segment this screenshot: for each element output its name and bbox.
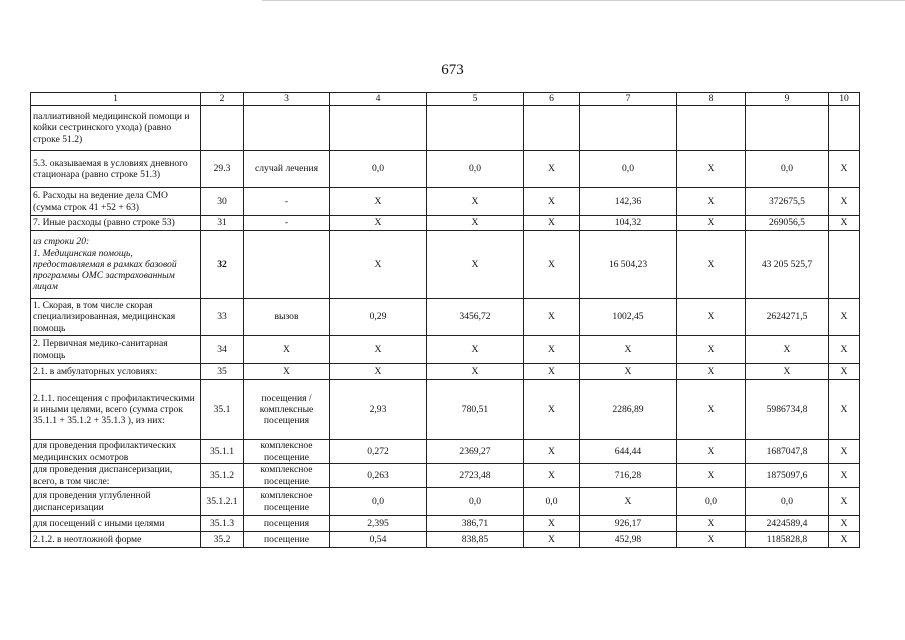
table-cell: комплексное посещение xyxy=(244,488,330,516)
row-label-cell: 2. Первичная медико-санитарная помощь xyxy=(31,336,201,364)
table-cell: X xyxy=(677,188,746,216)
row-label-cell: паллиативной медицинской помощи и койки сестринского ухода) (равно строке 51.2) xyxy=(31,106,201,151)
table-cell: 1002,45 xyxy=(580,299,677,336)
table-cell: 0,0 xyxy=(746,488,829,516)
row-label-cell: 2.1. в амбулаторных условиях: xyxy=(31,364,201,380)
table-cell: X xyxy=(829,488,860,516)
header-row xyxy=(31,93,860,106)
table-cell: X xyxy=(524,532,580,548)
table-cell xyxy=(330,106,427,151)
table-cell: X xyxy=(244,364,330,380)
scan-edge-line xyxy=(262,0,905,1)
column-header: 1 xyxy=(31,93,201,106)
table-cell: 32 xyxy=(201,231,244,299)
table-cell: X xyxy=(677,231,746,299)
table-cell: 2,93 xyxy=(330,380,427,440)
table-cell: 644,44 xyxy=(580,440,677,464)
table-cell: X xyxy=(524,216,580,231)
table-cell: 0,54 xyxy=(330,532,427,548)
table-cell: 1875097,6 xyxy=(746,464,829,488)
table-cell: X xyxy=(330,188,427,216)
table-cell: 29.3 xyxy=(201,151,244,188)
table-cell: посещения / комплексные посещения xyxy=(244,380,330,440)
table-cell: X xyxy=(677,516,746,532)
table-cell xyxy=(746,106,829,151)
table-cell: X xyxy=(524,364,580,380)
table-cell: 35 xyxy=(201,364,244,380)
table-row xyxy=(31,364,860,380)
table-cell: посещения xyxy=(244,516,330,532)
table-cell: X xyxy=(580,336,677,364)
column-header: 7 xyxy=(580,93,677,106)
table-cell: 0,263 xyxy=(330,464,427,488)
table-cell: 1185828,8 xyxy=(746,532,829,548)
table-cell: X xyxy=(677,364,746,380)
table-cell: комплексное посещение xyxy=(244,440,330,464)
table-cell: 2286,89 xyxy=(580,380,677,440)
table-cell: 0,0 xyxy=(330,151,427,188)
table-cell: 1687047,8 xyxy=(746,440,829,464)
table-cell: X xyxy=(677,380,746,440)
table-row xyxy=(31,106,860,151)
table-cell: X xyxy=(829,532,860,548)
table-cell: 35.1.1 xyxy=(201,440,244,464)
table-cell: X xyxy=(330,336,427,364)
table-cell xyxy=(524,106,580,151)
table-cell: X xyxy=(829,299,860,336)
table-cell: 104,32 xyxy=(580,216,677,231)
row-label-cell: 1. Скорая, в том числе скорая специализированная, медицинская помощь xyxy=(31,299,201,336)
table-cell: X xyxy=(677,151,746,188)
table-cell: 35.1 xyxy=(201,380,244,440)
table-cell: X xyxy=(580,488,677,516)
table-cell: X xyxy=(524,464,580,488)
table-row xyxy=(31,336,860,364)
table-cell: 0,0 xyxy=(580,151,677,188)
table-cell: - xyxy=(244,216,330,231)
table-cell: X xyxy=(677,464,746,488)
table-cell: 926,17 xyxy=(580,516,677,532)
column-header: 4 xyxy=(330,93,427,106)
table-row xyxy=(31,488,860,516)
table-cell: X xyxy=(427,188,524,216)
table-cell: X xyxy=(427,216,524,231)
data-table xyxy=(30,92,860,548)
table-cell: 0,0 xyxy=(427,151,524,188)
table-cell: X xyxy=(580,364,677,380)
table-cell: X xyxy=(524,299,580,336)
table-cell: случай лечения xyxy=(244,151,330,188)
table-cell xyxy=(677,106,746,151)
table-cell: 5986734,8 xyxy=(746,380,829,440)
table-row xyxy=(31,216,860,231)
table-cell: 452,98 xyxy=(580,532,677,548)
table-row xyxy=(31,299,860,336)
table-cell: 34 xyxy=(201,336,244,364)
table-cell: X xyxy=(829,336,860,364)
table-cell: 35.1.3 xyxy=(201,516,244,532)
table-cell: 35.1.2.1 xyxy=(201,488,244,516)
table-cell: 0,29 xyxy=(330,299,427,336)
table-row xyxy=(31,380,860,440)
table-row xyxy=(31,188,860,216)
table-cell: X xyxy=(330,364,427,380)
table-cell: 2369,27 xyxy=(427,440,524,464)
table-row xyxy=(31,532,860,548)
table-cell: X xyxy=(427,231,524,299)
table-cell xyxy=(427,106,524,151)
table-cell: X xyxy=(829,440,860,464)
table-row xyxy=(31,151,860,188)
table-cell xyxy=(580,106,677,151)
table-cell: X xyxy=(524,516,580,532)
table-cell xyxy=(244,106,330,151)
table-cell: X xyxy=(524,336,580,364)
table-cell: X xyxy=(746,336,829,364)
table-cell: 0,0 xyxy=(746,151,829,188)
table-cell: 3456,72 xyxy=(427,299,524,336)
column-header: 9 xyxy=(746,93,829,106)
table-cell: X xyxy=(524,231,580,299)
table-cell: X xyxy=(677,532,746,548)
table-cell: вызов xyxy=(244,299,330,336)
table-cell: X xyxy=(829,364,860,380)
table-cell xyxy=(244,231,330,299)
table-cell: X xyxy=(829,188,860,216)
table-cell: 33 xyxy=(201,299,244,336)
table-cell: 35.1.2 xyxy=(201,464,244,488)
table-cell: 43 205 525,7 xyxy=(746,231,829,299)
column-header: 3 xyxy=(244,93,330,106)
column-header: 6 xyxy=(524,93,580,106)
column-header: 5 xyxy=(427,93,524,106)
table-cell: X xyxy=(330,216,427,231)
table-cell: 780,51 xyxy=(427,380,524,440)
table-cell: X xyxy=(244,336,330,364)
table-cell: - xyxy=(244,188,330,216)
table-cell: комплексное посещение xyxy=(244,464,330,488)
table-cell: 0,0 xyxy=(677,488,746,516)
row-label-cell: 5.3. оказываемая в условиях дневного стационара (равно строке 51.3) xyxy=(31,151,201,188)
table-cell: 142,36 xyxy=(580,188,677,216)
table-cell: X xyxy=(427,364,524,380)
table-cell: X xyxy=(829,151,860,188)
row-label-cell: для посещений с иными целями xyxy=(31,516,201,532)
table-row xyxy=(31,464,860,488)
table-row xyxy=(31,231,860,299)
table-cell: 716,28 xyxy=(580,464,677,488)
table-cell: X xyxy=(524,380,580,440)
table-cell: 0,0 xyxy=(524,488,580,516)
row-label-cell: для проведения диспансеризации, всего, в том числе: xyxy=(31,464,201,488)
row-label-cell: 7. Иные расходы (равно строке 53) xyxy=(31,216,201,231)
table-cell: X xyxy=(677,336,746,364)
table-cell: 35.2 xyxy=(201,532,244,548)
row-label-cell: 2.1.1. посещения с профилактическими и иными целями, всего (сумма строк 35.1.1 + 35.1.2 + 35.1.3 ), из них: xyxy=(31,380,201,440)
page-number: 673 xyxy=(441,62,464,78)
table-cell xyxy=(201,106,244,151)
table-cell: X xyxy=(524,188,580,216)
row-label-cell: для проведения профилактических медицинских осмотров xyxy=(31,440,201,464)
table-cell: 2,395 xyxy=(330,516,427,532)
table-cell: 269056,5 xyxy=(746,216,829,231)
table-cell: 386,71 xyxy=(427,516,524,532)
table-cell: 838,85 xyxy=(427,532,524,548)
table-cell: 0,0 xyxy=(330,488,427,516)
table-row xyxy=(31,440,860,464)
table-cell: X xyxy=(829,216,860,231)
column-header: 10 xyxy=(829,93,860,106)
table-cell: X xyxy=(677,299,746,336)
table-cell: X xyxy=(330,231,427,299)
table-cell: 372675,5 xyxy=(746,188,829,216)
row-label-cell: из строки 20: 1. Медицинская помощь, предоставляемая в рамках базовой программы ОМС застрахованным лицам xyxy=(31,231,201,299)
table-cell: посещение xyxy=(244,532,330,548)
table-cell: X xyxy=(677,216,746,231)
table-cell: 31 xyxy=(201,216,244,231)
table-cell: X xyxy=(524,440,580,464)
table-cell xyxy=(829,106,860,151)
table-cell: 0,0 xyxy=(427,488,524,516)
table-cell: X xyxy=(746,364,829,380)
row-label-cell: 6. Расходы на ведение дела СМО (сумма строк 41 +52 + 63) xyxy=(31,188,201,216)
table-cell: X xyxy=(677,440,746,464)
table-cell: X xyxy=(829,380,860,440)
table-cell: X xyxy=(427,336,524,364)
table-cell: X xyxy=(829,516,860,532)
table-cell: 0,272 xyxy=(330,440,427,464)
table-cell: 2723,48 xyxy=(427,464,524,488)
row-label-cell: 2.1.2. в неотложной форме xyxy=(31,532,201,548)
table-cell: 2424589,4 xyxy=(746,516,829,532)
row-label-cell: для проведения углубленной диспансеризации xyxy=(31,488,201,516)
table-cell: 30 xyxy=(201,188,244,216)
table-cell: X xyxy=(829,464,860,488)
table-cell: X xyxy=(524,151,580,188)
table-row xyxy=(31,516,860,532)
table-cell: 2624271,5 xyxy=(746,299,829,336)
table-cell xyxy=(829,231,860,299)
column-header: 2 xyxy=(201,93,244,106)
column-header: 8 xyxy=(677,93,746,106)
table-cell: 16 504,23 xyxy=(580,231,677,299)
